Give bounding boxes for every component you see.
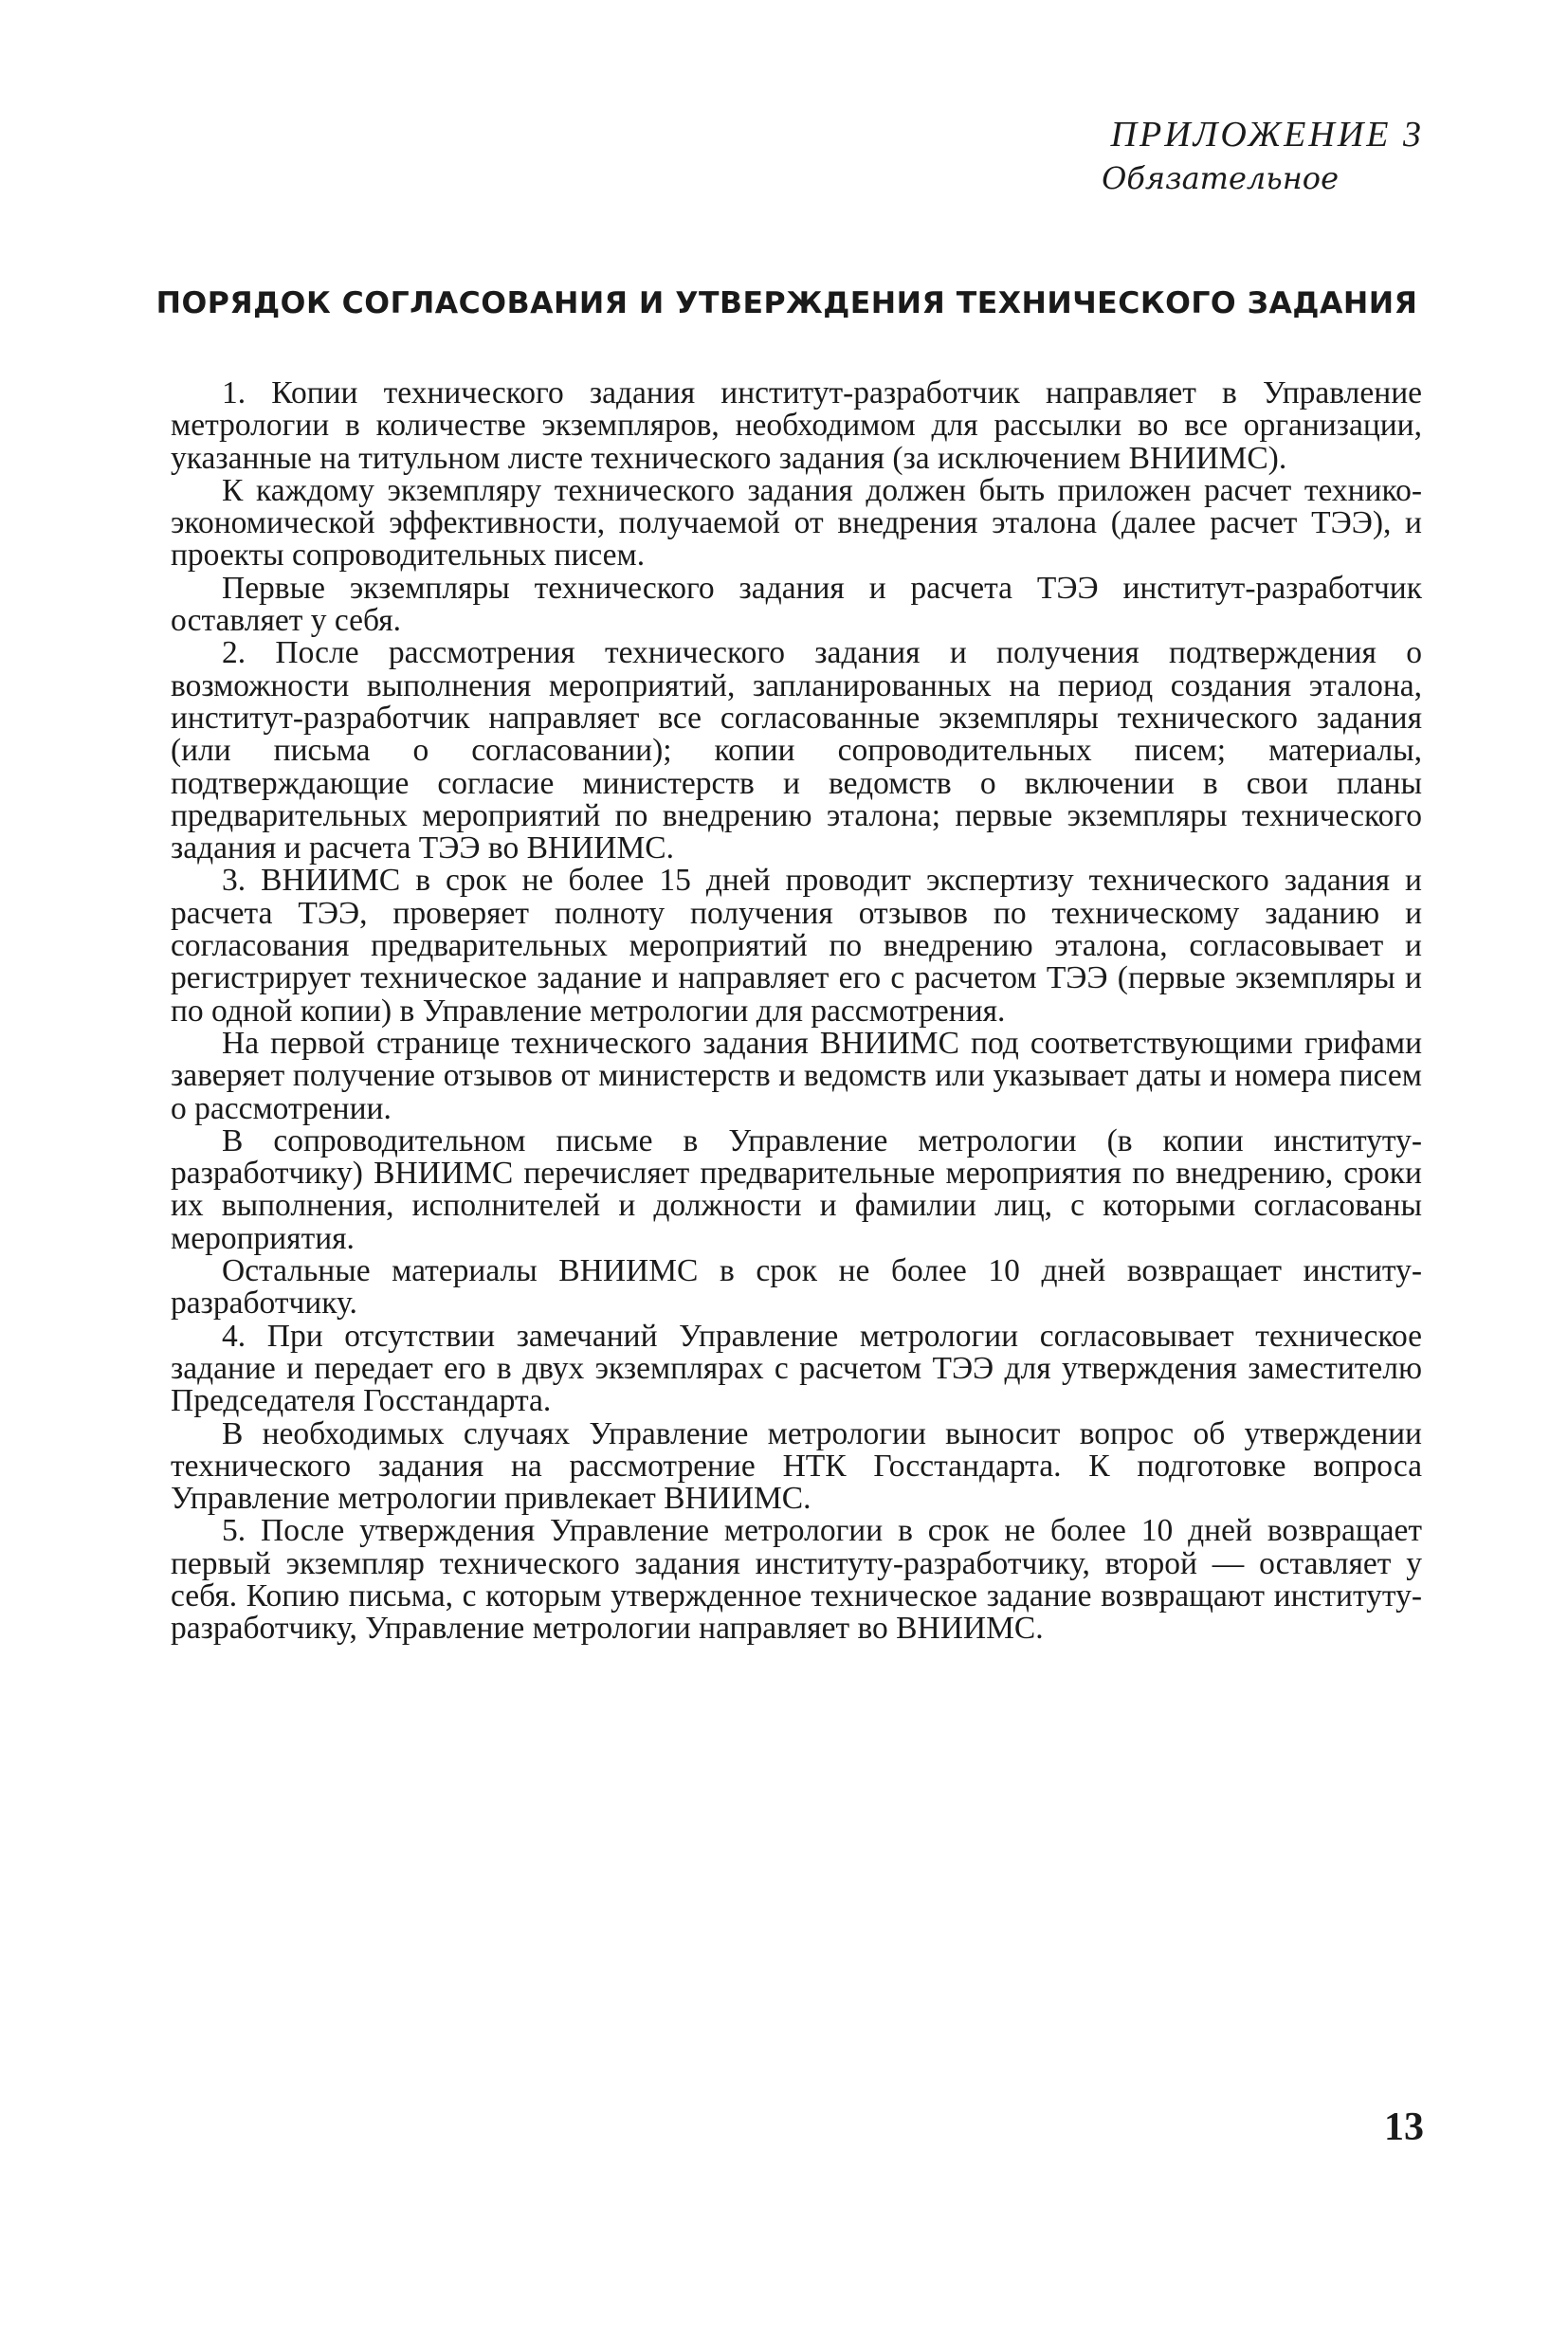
page-number: 13 xyxy=(1384,2106,1424,2149)
paragraph: На первой странице технического задания ВНИИМС под соответствующими грифами заверяет получение отзывов от министерств и ведомств или указывает даты и номера писем о рассмотрении. xyxy=(171,1025,1422,1126)
paragraph: 3. ВНИИМС в срок не более 15 дней проводит экспертизу технического задания и расчета ТЭЭ, проверяет полноту получения отзывов по техническому заданию и согласования предварительных мероприятий по внедрению эталона, согласовывает и регистрирует техническое задание и направляет его с расчетом ТЭЭ (первые экземпляры и по одной копии) в Управление метрологии для рассмотрения. xyxy=(171,863,1422,1029)
paragraph: 2. После рассмотрения технического задания и получения подтверждения о возможности выполнения мероприятий, запланированных на период создания эталона, институт-разработчик направляет все согласованные экземпляры технического задания (или письма о согласовании); копии сопроводительных писем; материалы, подтверждающие согласие министерств и ведомств о включении в свои планы предварительных мероприятий по внедрению эталона; первые экземпляры технического задания и расчета ТЭЭ во ВНИИМС. xyxy=(171,635,1422,866)
document-title: ПОРЯДОК СОГЛАСОВАНИЯ И УТВЕРЖДЕНИЯ ТЕХНИЧЕСКОГО ЗАДАНИЯ xyxy=(155,286,1418,320)
paragraph: 5. После утверждения Управление метрологии в срок не более 10 дней возвращает первый экземпляр технического задания институту-разработчику, второй — оставляет у себя. Копию письма, с которым утвержденное техническое задание возвращают институту-разработчику, Управление метрологии направляет во ВНИИМС. xyxy=(171,1513,1422,1647)
body-text xyxy=(171,377,1422,1646)
appendix-note: Обязательное xyxy=(1102,160,1339,196)
paragraph: Первые экземпляры технического задания и расчета ТЭЭ институт-разработчик оставляет у себя. xyxy=(171,570,1422,639)
appendix-header xyxy=(1102,112,1424,199)
paragraph: К каждому экземпляру технического задания должен быть приложен расчет технико-экономической эффективности, получаемой от внедрения эталона (далее расчет ТЭЭ), и проекты сопроводительных писем. xyxy=(171,472,1422,574)
paragraph: В сопроводительном письме в Управление метрологии (в копии институту-разработчику) ВНИИМС перечисляет предварительные мероприятия по внедрению, сроки их выполнения, исполнителей и должности и фамилии лиц, с которыми согласованы мероприятия. xyxy=(171,1122,1422,1256)
appendix-title: ПРИЛОЖЕНИЕ 3 xyxy=(1110,115,1424,155)
paragraph: 4. При отсутствии замечаний Управление метрологии согласовывает техническое задание и передает его в двух экземплярах с расчетом ТЭЭ для утверждения заместителю Председателя Госстандарта. xyxy=(171,1318,1422,1419)
paragraph: 1. Копии технического задания институт-разработчик направляет в Управление метрологии в количестве экземпляров, необходимом для рассылки во все организации, указанные на титульном листе технического задания (за исключением ВНИИМС). xyxy=(171,375,1422,476)
paragraph: Остальные материалы ВНИИМС в срок не более 10 дней возвращает институ-разработчику. xyxy=(171,1253,1422,1322)
paragraph: В необходимых случаях Управление метрологии выносит вопрос об утверждении технического задания на рассмотрение НТК Госстандарта. К подготовке вопроса Управление метрологии привлекает ВНИИМС. xyxy=(171,1415,1422,1517)
